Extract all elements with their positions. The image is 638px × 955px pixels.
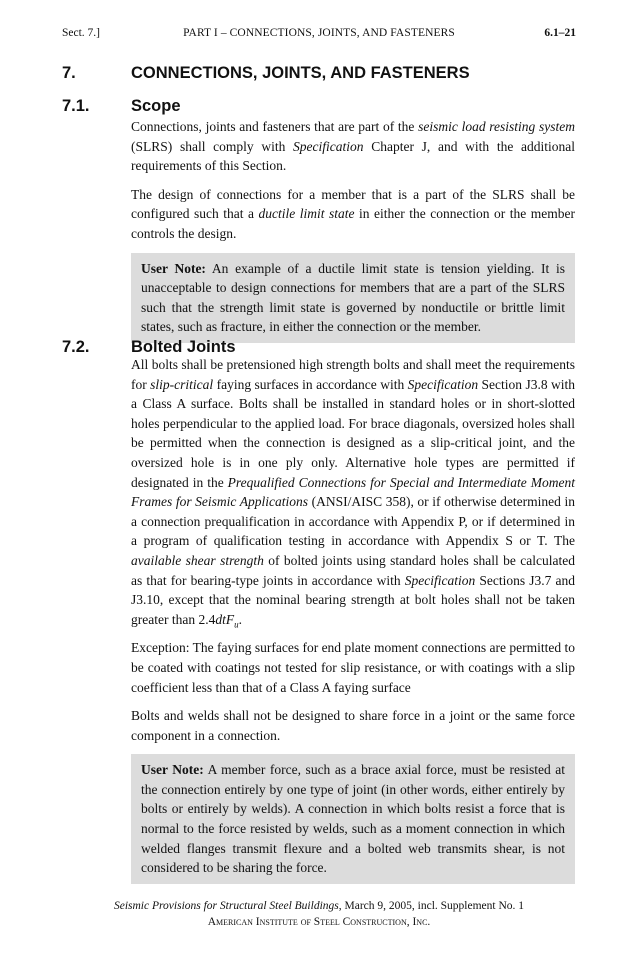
header-part-title: PART I – CONNECTIONS, JOINTS, AND FASTENERS xyxy=(183,27,455,39)
user-note xyxy=(131,253,575,343)
section-heading-7-1 xyxy=(62,95,582,117)
section-body-7-1 xyxy=(131,117,575,353)
user-note-text: An example of a ductile limit state is tension yielding. It is unacceptable to design connections for members that are a part of the SLRS such that the strength limit state is governed by nonductile or brittle limit states, such as fracture, in either the connection or the member. xyxy=(141,260,565,335)
footer-organization: American Institute of Steel Construction, Inc. xyxy=(207,916,431,928)
chapter-number: 7. xyxy=(62,64,76,82)
section-body-7-2 xyxy=(131,355,575,894)
chapter-title: CONNECTIONS, JOINTS, AND FASTENERS xyxy=(131,64,470,82)
paragraph: Connections, joints and fasteners that are part of the seismic load resisting system (SLRS) shall comply with Specification Chapter J, and with the additional requirements of this Section. xyxy=(131,119,576,174)
header-section-ref: Sect. 7.] xyxy=(62,27,101,39)
paragraph: The design of connections for a member that is a part of the SLRS shall be configured such that a ductile limit state in either the connection or the member controls the design. xyxy=(131,186,575,241)
section-number: 7.1. xyxy=(62,97,90,115)
user-note-text: A member force, such as a brace axial force, must be resisted at the connection entirely by one type of joint (in other words, either entirely by bolts or entirely by welds). A connection in which bolts resist a force that is normal to the force resisted by welds, such as a moment connection in which welded flanges transmit flexure and a bolted web transmits shear, is not considered to be sharing the force. xyxy=(141,762,565,876)
user-note-label: User Note: xyxy=(141,762,204,778)
section-title: Bolted Joints xyxy=(131,338,236,356)
header-page-number: 6.1–21 xyxy=(544,27,576,39)
paragraph: All bolts shall be pretensioned high strength bolts and shall meet the requirements for slip-critical faying surfaces in accordance with Specification Section J3.8 with a Class A surface. Bolts shall be installed in standard holes or in short-slotted holes perpendicular to the applied load. For brace diagonals, oversized holes shall be permitted when the connection is designed as a slip-critical joint, and the oversized hole is in one ply only. Alternative hole types are permitted if designated in the Prequalified Connections for Special and Intermediate Moment Frames for Seismic Applications (ANSI/AISC 358), or if otherwise determined in a connection prequalification in accordance with Appendix P, or if determined in a program of qualification testing in accordance with Appendix S or T. The available shear strength of bolted joints using standard holes shall be calculated as that for bearing-type joints in accordance with Specification Sections J3.7 and J3.10, except that the nominal bearing strength at bolt holes shall not be taken greater than 2.4dtF$_u$. xyxy=(131,357,575,630)
section-title: Scope xyxy=(131,97,181,115)
user-note-label: User Note: xyxy=(141,260,206,276)
paragraph: Bolts and welds shall not be designed to share force in a joint or the same force component in a connection. xyxy=(131,708,575,743)
footer-doc-title: Seismic Provisions for Structural Steel Buildings xyxy=(113,900,339,912)
section-number: 7.2. xyxy=(62,338,90,356)
running-footer xyxy=(0,898,638,930)
footer-date: , March 9, 2005, incl. Supplement No. 1 xyxy=(338,900,525,912)
user-note xyxy=(131,754,575,884)
running-header xyxy=(62,25,576,41)
paragraph-exception: Exception: The faying surfaces for end plate moment connections are permitted to be coated with coatings not tested for slip resistance, or with coatings with a slip coefficient less than that of a Class A faying surface xyxy=(131,640,575,695)
